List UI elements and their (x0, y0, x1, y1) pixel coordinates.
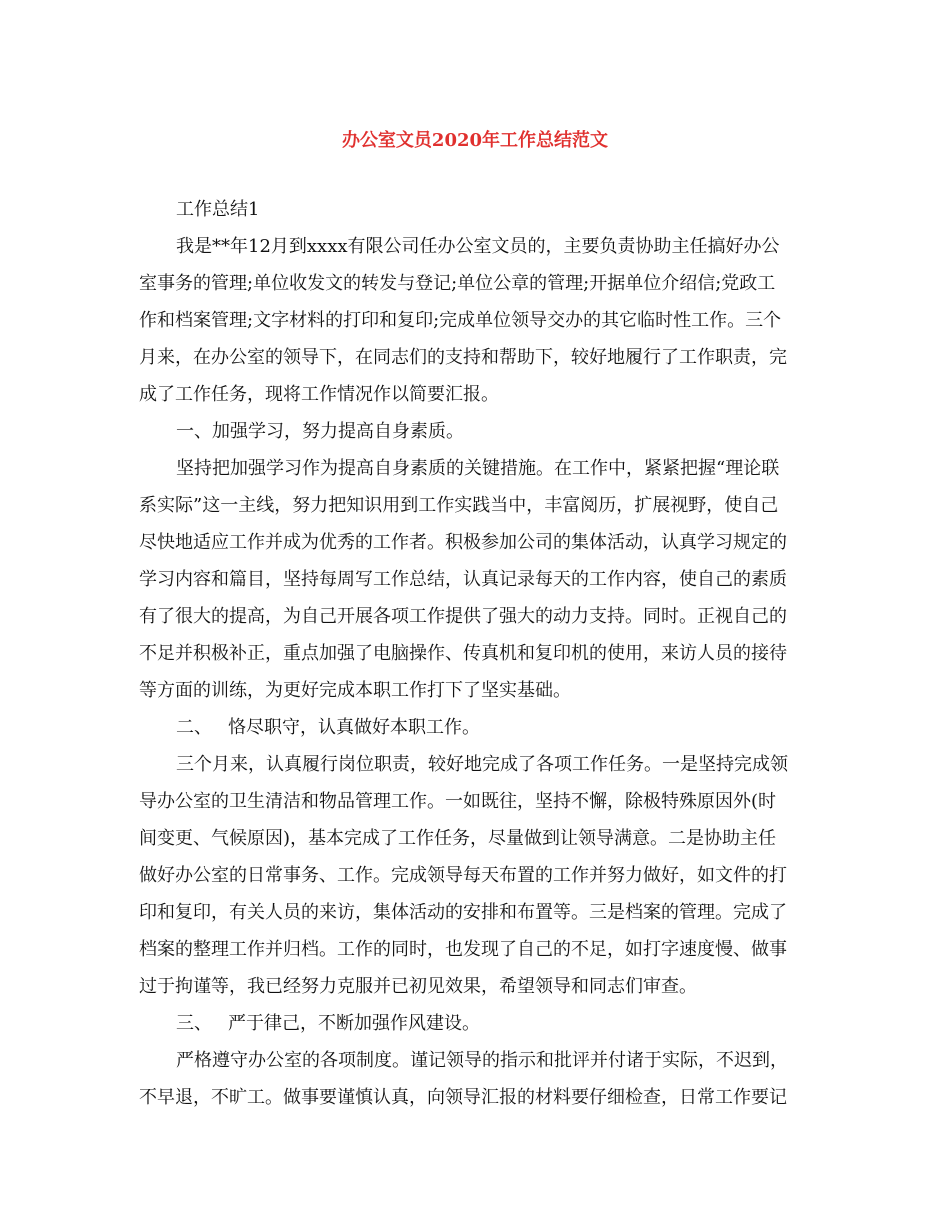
section-heading (176, 716, 480, 740)
paragraph-line: 我是**年12月到xxxx有限公司任办公室文员的，主要负责协助主任搞好办公 (176, 236, 780, 257)
paragraph-line: 有了很大的提高，为自己开展各项工作提供了强大的动力支持。同时。正视自己的 (139, 606, 787, 627)
paragraph-line: 间变更、气候原因)，基本完成了工作任务，尽量做到让领导满意。二是协助主任 (139, 828, 777, 849)
paragraph-line: 印和复印，有关人员的来访，集体活动的安排和布置等。三是档案的管理。完成了 (139, 902, 787, 923)
section-heading-text: 恪尽职守，认真做好本职工作。 (228, 717, 480, 738)
section-number: 三、 (176, 1013, 212, 1034)
paragraph-line: 等方面的训练，为更好完成本职工作打下了坚实基础。 (139, 680, 571, 701)
section-heading: 一、加强学习，努力提高自身素质。 (176, 421, 464, 442)
paragraph-line: 导办公室的卫生清洁和物品管理工作。一如既往，坚持不懈，除极特殊原因外(时 (139, 791, 777, 812)
paragraph-line: 做好办公室的日常事务、工作。完成领导每天布置的工作并努力做好，如文件的打 (139, 865, 787, 886)
paragraph-line: 成了工作任务，现将工作情况作以简要汇报。 (139, 384, 499, 405)
paragraph-line: 尽快地适应工作并成为优秀的工作者。积极参加公司的集体活动，认真学习规定的 (139, 532, 787, 553)
paragraph-line: 室事务的管理;单位收发文的转发与登记;单位公章的管理;开据单位介绍信;党政工 (139, 273, 776, 294)
section-heading: 工作总结1 (176, 199, 260, 220)
document-title: 办公室文员2020年工作总结范文 (341, 130, 609, 151)
section-number: 二、 (176, 717, 212, 738)
paragraph-line: 档案的整理工作并归档。工作的同时，也发现了自己的不足，如打字速度慢、做事 (139, 939, 787, 960)
paragraph-line: 系实际”这一主线，努力把知识用到工作实践当中，丰富阅历，扩展视野，使自己 (139, 495, 779, 516)
paragraph-line: 不足并积极补正，重点加强了电脑操作、传真机和复印机的使用，来访人员的接待 (139, 643, 787, 664)
section-heading-text: 严于律己，不断加强作风建设。 (228, 1013, 480, 1034)
paragraph-line: 月来，在办公室的领导下，在同志们的支持和帮助下，较好地履行了工作职责，完 (139, 347, 787, 368)
paragraph-line: 严格遵守办公室的各项制度。谨记领导的指示和批评并付诸于实际，不迟到， (176, 1050, 788, 1071)
paragraph-line: 作和档案管理;文字材料的打印和复印;完成单位领导交办的其它临时性工作。三个 (139, 310, 782, 331)
paragraph-line: 三个月来，认真履行岗位职责，较好地完成了各项工作任务。一是坚持完成领 (176, 754, 788, 775)
paragraph-line: 学习内容和篇目，坚持每周写工作总结，认真记录每天的工作内容，使自己的素质 (139, 569, 787, 590)
section-heading (176, 1012, 480, 1036)
paragraph-line: 不早退，不旷工。做事要谨慎认真，向领导汇报的材料要仔细检查，日常工作要记 (139, 1087, 787, 1108)
paragraph-line: 过于拘谨等，我已经努力克服并已初见效果，希望领导和同志们审查。 (139, 976, 697, 997)
paragraph-line: 坚持把加强学习作为提高自身素质的关键措施。在工作中，紧紧把握“理论联 (176, 458, 780, 479)
